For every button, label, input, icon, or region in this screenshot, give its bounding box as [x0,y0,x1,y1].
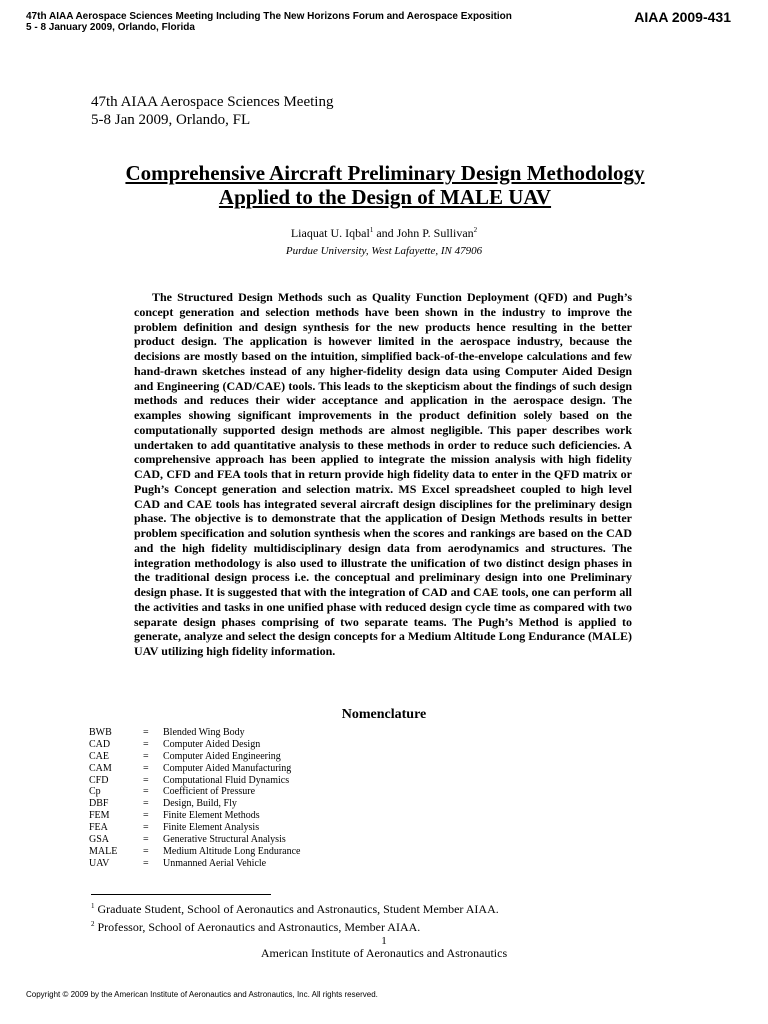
nomenclature-row [89,751,300,763]
author-1: Liaquat U. Iqbal [290,226,370,240]
nomenclature-row [89,810,300,822]
footnote [91,917,499,935]
nomenclature-definition: Design, Build, Fly [163,798,237,810]
footnote-mark: 1 [91,902,95,910]
meeting-date-location: 5-8 Jan 2009, Orlando, FL [91,112,251,128]
nomenclature-abbreviation: FEA [89,822,108,834]
conference-header-line1: 47th AIAA Aerospace Sciences Meeting Including The New Horizons Forum and Aerospace Exposition [26,11,512,22]
nomenclature-definition: Blended Wing Body [163,727,245,738]
meeting-name: 47th AIAA Aerospace Sciences Meeting [91,94,334,110]
nomenclature-abbreviation: Cp [89,786,101,798]
author-affiliation: Purdue University, West Lafayette, IN 47906 [285,245,483,257]
copyright-notice: Copyright © 2009 by the American Institute of Aeronautics and Astronautics, Inc. All rights reserved. [26,990,378,999]
footnote-mark: 2 [91,920,95,928]
nomenclature-row [89,846,300,858]
nomenclature-heading: Nomenclature [341,707,427,722]
nomenclature-abbreviation: BWB [89,727,112,738]
aiaa-paper-number: AIAA 2009-431 [634,9,731,25]
nomenclature-abbreviation: CAD [89,738,111,750]
institute-footer: American Institute of Aeronautics and Astronautics [260,946,508,960]
abstract: The Structured Design Methods such as Quality Function Deployment (QFD) and Pugh’s concept generation and selection methods have been shown in the industry to improve the problem definition and design synthesis for the new products hence resulting in the better product design. The application is however limited in the aerospace industry, because the decisions are mostly based on the intuition, simplified back-of-the-envelope calculations and few hand-drawn sketches instead of any higher-fidelity design data using Computer Aided Design and Engineering (CAD/CAE) tools. This leads to the skepticism about the findings of such design methods and reduces their wider acceptance and application in the aerospace design. The examples showing significant improvements in the product definition solely based on the computationally supported design methods are almost negligible. This paper describes work undertaken to add quantitative analysis to these methods in order to reduce such deficiencies. A comprehensive approach has been applied to integrate the mission analysis with high fidelity CAD, CFD and FEA tools that in return provide high fidelity data to enter in the QFD matrix or Pugh’s Concept generation and selection matrix. MS Excel spreadsheet coupled to high level CAD and CAE tools has integrated several aircraft design disciplines for the preliminary design phase. The objective is to demonstrate that the application of Design Methods results in better problem specification and solution synthesis when the scores and rankings are based on the CAD and the high fidelity multidisciplinary design data from aerodynamics and structures. The integration methodology is also used to illustrate the unification of two distinct design phases in the traditional design process i.e. the conceptual and preliminary design into one Preliminary design phase. It is suggested that with the integration of CAD and CAE tools, one can perform all the activities and tasks in one unified phase with reduced design cycle time as compared with two separate design phases comprising of two separate teams. The Pugh’s Method is applied to generate, analyze and select the design concepts for a Medium Altitude Long Endurance (MALE) UAV utilizing high fidelity information. [134,290,632,658]
footnote-text: Professor, School of Aeronautics and Astronautics, Member AIAA. [94,920,421,934]
author-2: John P. Sullivan [396,226,474,240]
footnotes [91,899,499,935]
nomenclature-abbreviation: UAV [89,857,110,869]
nomenclature-definition: Finite Element Analysis [163,822,260,834]
nomenclature-row [89,858,300,870]
nomenclature-definition: Unmanned Aerial Vehicle [163,857,267,869]
footnote [91,899,499,917]
nomenclature-equals: = [143,798,149,810]
nomenclature-definition: Finite Element Methods [163,810,260,822]
nomenclature-equals: = [143,810,149,822]
nomenclature-abbreviation: CFD [89,774,109,786]
author-connector: and [373,226,397,240]
nomenclature-list [89,727,300,870]
nomenclature-abbreviation: CAM [89,762,112,774]
nomenclature-equals: = [143,786,149,798]
nomenclature-abbreviation: CAE [89,750,109,762]
paper-title-line2: Applied to the Design of MALE UAV [218,185,552,209]
nomenclature-row [89,798,300,810]
nomenclature-row [89,775,300,787]
nomenclature-definition: Computer Aided Design [163,738,261,750]
nomenclature-equals: = [143,762,149,774]
footnote-text: Graduate Student, School of Aeronautics and Astronautics, Student Member AIAA. [94,902,499,916]
conference-header [26,11,512,33]
nomenclature-equals: = [143,727,149,738]
meeting-info [91,93,333,129]
nomenclature-definition: Medium Altitude Long Endurance [163,845,301,857]
nomenclature-abbreviation: GSA [89,834,110,846]
conference-header-line2: 5 - 8 January 2009, Orlando, Florida [26,22,195,33]
nomenclature-equals: = [143,857,149,869]
nomenclature-equals: = [143,750,149,762]
nomenclature-row [89,763,300,775]
author-1-affiliation-mark: 1 [369,226,374,234]
paper-title [60,161,710,209]
nomenclature-equals: = [143,845,149,857]
nomenclature-definition: Computer Aided Manufacturing [163,762,292,774]
author-list [0,226,768,241]
nomenclature-definition: Computer Aided Engineering [163,750,281,762]
nomenclature-equals: = [143,822,149,834]
nomenclature-abbreviation: DBF [89,798,109,810]
footnote-divider [91,894,271,895]
nomenclature-equals: = [143,774,149,786]
nomenclature-row [89,739,300,751]
nomenclature-row [89,786,300,798]
paper-title-line1: Comprehensive Aircraft Preliminary Design Methodology [125,161,645,185]
nomenclature-abbreviation: MALE [89,845,118,857]
author-2-affiliation-mark: 2 [473,226,478,234]
nomenclature-row [89,822,300,834]
nomenclature-definition: Computational Fluid Dynamics [163,774,290,786]
nomenclature-definition: Coefficient of Pressure [163,786,256,798]
nomenclature-row [89,834,300,846]
nomenclature-equals: = [143,738,149,750]
page-number: 1 [381,935,387,947]
nomenclature-abbreviation: FEM [89,810,110,822]
nomenclature-equals: = [143,834,149,846]
nomenclature-definition: Generative Structural Analysis [163,834,286,846]
nomenclature-row [89,727,300,739]
